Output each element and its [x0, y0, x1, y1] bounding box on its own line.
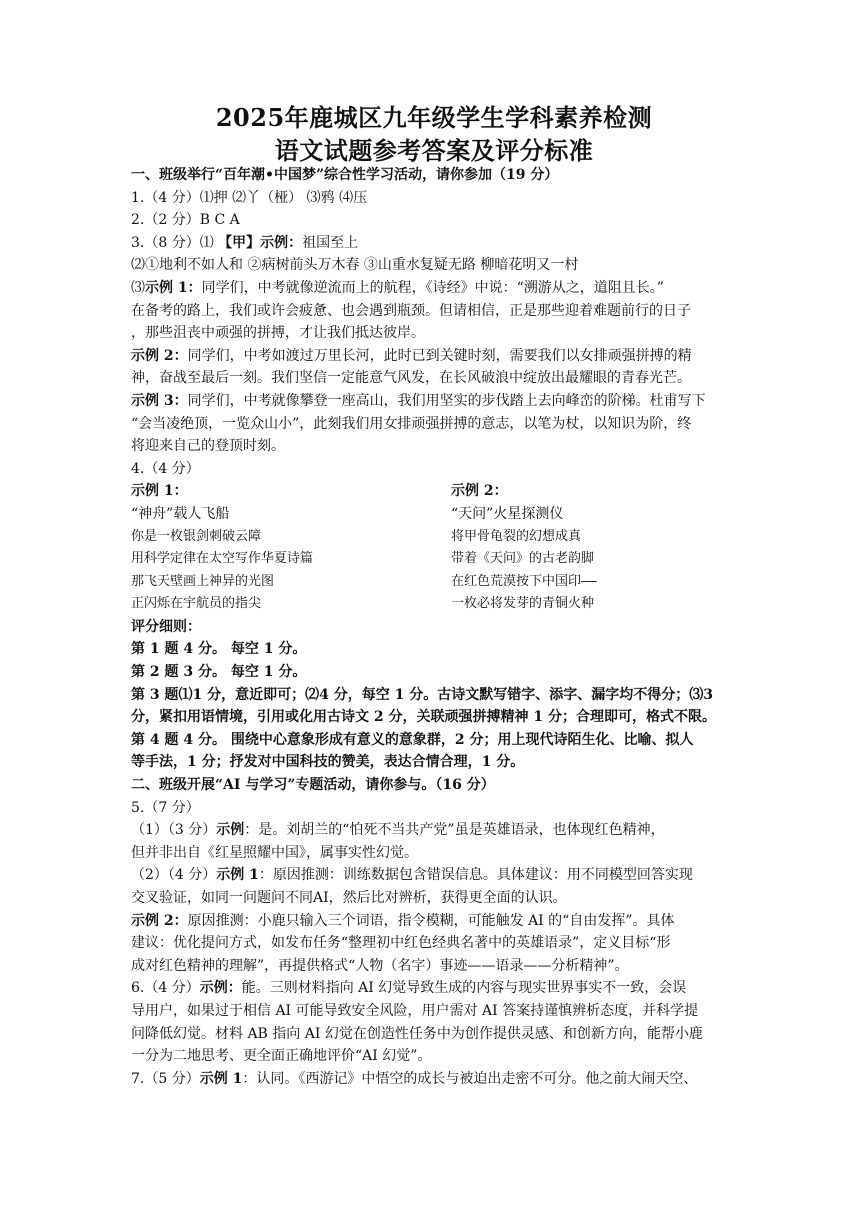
text-segment: ：原因推测：训练数据包含错误信息。具体建议：用不同模型回答实现	[258, 867, 693, 884]
poem-examples	[131, 480, 753, 616]
text-line: 4.（4 分）	[131, 460, 200, 477]
text-line	[131, 819, 753, 842]
text-segment: 同学们，中考就像攀登一座高山，我们用坚实的步伐踏上去向峰峦的阶梯。杜甫写下	[187, 392, 706, 409]
poem-title: “神舟”载人飞船	[131, 505, 230, 522]
text-line: 2.（2 分）B C A	[131, 212, 240, 229]
text-line	[131, 977, 753, 1000]
text-segment: 7.（5 分）	[131, 1070, 200, 1087]
text-line: 神，奋战至最后一刻。我们坚信一定能意气风发，在长风破浪中绽放出最耀眼的青春光芒。	[131, 370, 691, 387]
text-line: ，那些沮丧中顽强的拼搏，才让我们抵达彼岸。	[131, 325, 425, 342]
poem-line: 将甲骨龟裂的幻想成真	[451, 528, 582, 544]
text-segment: 祖国至上	[302, 234, 359, 251]
text-line: 分，紧扣用语情境，引用或化用古诗文 2 分，关联顽强拼搏精神 1 分；合理即可，格式不限。	[131, 709, 716, 726]
bold-segment: 【甲】示例：	[218, 234, 303, 251]
text-line: 第 1 题 4 分。 每空 1 分。	[131, 641, 307, 658]
bold-segment: 示例：	[199, 980, 242, 997]
text-line: 将迎来自己的登顶时刻。	[131, 438, 285, 455]
document-title: 2025年鹿城区九年级学生学科素养检测	[215, 103, 653, 132]
bold-segment: 示例 2：	[131, 912, 188, 929]
poem-example-1	[131, 480, 451, 616]
poem-line: 用科学定律在太空写作华夏诗篇	[131, 551, 314, 567]
text-segment: 同学们，中考如渡过万里长河，此时已到关键时刻，需要我们以女排顽强拼搏的精	[187, 347, 692, 364]
text-line: 但并非出自《红星照耀中国》，属事实性幻觉。	[131, 844, 418, 861]
poem-line: 正闪烁在宇航员的指尖	[131, 596, 262, 612]
text-segment: 3.（8 分）⑴	[131, 234, 219, 251]
text-segment: ：是。刘胡兰的“怕死不当共产党”虽是英雄语录，也体现红色精神，	[244, 822, 665, 839]
text-line: 等手法，1 分；抒发对中国科技的赞美，表达合情合理，1 分。	[131, 754, 525, 771]
text-segment: 原因推测：小鹿只输入三个词语，指令模糊，可能触发 AI 的“自由发挥”。具体	[187, 912, 675, 929]
bold-segment: 示例 1	[199, 1070, 243, 1087]
text-line: 在备考的路上，我们或许会疲惫、也会遇到瓶颈。但请相信，正是那些迎着难题前行的日子	[131, 302, 691, 319]
poem-line: 一枚必将发芽的青铜火种	[451, 596, 595, 612]
text-line: 二、班级开展“AI 与学习”专题活动，请你参与。（16 分）	[131, 777, 495, 794]
text-line: 第 2 题 3 分。 每空 1 分。	[131, 664, 307, 681]
text-line	[131, 1068, 753, 1091]
answer-body	[131, 164, 753, 1090]
text-line: 评分细则：	[131, 618, 201, 635]
text-line: 建议：优化提问方式，如发布任务“整理初中红色经典名著中的英雄语录”，定义目标“形	[131, 935, 671, 952]
poem-line: 你是一枚银剑刺破云障	[131, 528, 262, 544]
text-line: 1.（4 分）⑴押 ⑵丫（桠） ⑶鸦 ⑷压	[131, 189, 368, 206]
text-line: 第 4 题 4 分。 围绕中心意象形成有意义的意象群，2 分；用上现代诗陌生化、比喻、拟人	[131, 731, 694, 748]
bold-segment: 示例 1	[216, 867, 259, 884]
text-line: 交叉验证，如同一问题问不同AI，然后比对辨析，获得更全面的认识。	[131, 890, 567, 906]
poem-title: “天问”火星探测仪	[451, 505, 564, 522]
poem-line: 带着《天问》的古老韵脚	[451, 551, 595, 567]
text-line: 一分为二地思考、更全面正确地评价“AI 幻觉”。	[131, 1048, 432, 1065]
bold-segment: 示例 1：	[145, 279, 202, 296]
text-line: 成对红色精神的理解”，再提供格式“人物（名字）事迹——语录——分析精神”。	[131, 957, 629, 974]
answer-part-1	[131, 164, 753, 480]
text-line	[131, 390, 753, 413]
bold-segment: 示例	[216, 822, 245, 839]
text-segment: ⑶	[131, 279, 145, 296]
text-line	[131, 910, 753, 933]
answer-part-2	[131, 616, 753, 1090]
text-line	[131, 232, 753, 255]
text-line: 导用户，如果过于相信 AI 可能导致安全风险，用户需对 AI 答案持谨慎辨析态度，并科学提	[131, 1002, 699, 1019]
text-line: “会当凌绝顶，一览众山小”，此刻我们用女排顽强拼搏的意志，以笔为杖，以知识为阶，终	[131, 415, 692, 432]
poem-line: 在红色荒漠按下中国印——	[451, 573, 597, 589]
poem-example-label: 示例 2：	[451, 483, 508, 500]
text-line: 问降低幻觉。材料 AB 指向 AI 幻觉在创造性任务中为创作提供灵感、和创新方向，能帮小鹿	[131, 1025, 703, 1042]
text-line: 第 3 题⑴1 分，意近即可；⑵4 分，每空 1 分。古诗文默写错字、添字、漏字均不得分；⑶3	[131, 686, 713, 703]
text-line: 一、班级举行“百年潮•中国梦”综合性学习活动，请你参加（19 分）	[131, 167, 559, 183]
text-segment: ：认同。《西游记》中悟空的成长与被迫出走密不可分。他之前大闹天空、	[242, 1070, 698, 1087]
text-line: 5.（7 分）	[131, 799, 200, 816]
poem-line: 那飞天壁画上神异的光图	[131, 573, 275, 589]
text-segment: （1）（3 分）	[131, 822, 217, 839]
text-segment: （2）（4 分）	[131, 867, 217, 884]
poem-example-2	[451, 480, 753, 616]
text-line	[131, 864, 753, 887]
text-segment: 同学们，中考就像逆流而上的航程，《诗经》中说：“溯游从之，道阻且长。”	[201, 279, 664, 296]
bold-segment: 示例 2：	[131, 347, 188, 364]
poem-example-label: 示例 1：	[131, 483, 188, 500]
text-line: ⑵①地利不如人和 ②病树前头万木春 ③山重水复疑无路 柳暗花明又一村	[131, 257, 579, 274]
text-line	[131, 277, 753, 300]
text-segment: 6.（4 分）	[131, 980, 200, 997]
bold-segment: 示例 3：	[131, 392, 188, 409]
document-subtitle: 语文试题参考答案及评分标准	[274, 136, 594, 165]
text-segment: 能。三则材料指向 AI 幻觉导致生成的内容与现实世界事实不一致，会误	[241, 980, 687, 997]
text-line	[131, 345, 753, 368]
